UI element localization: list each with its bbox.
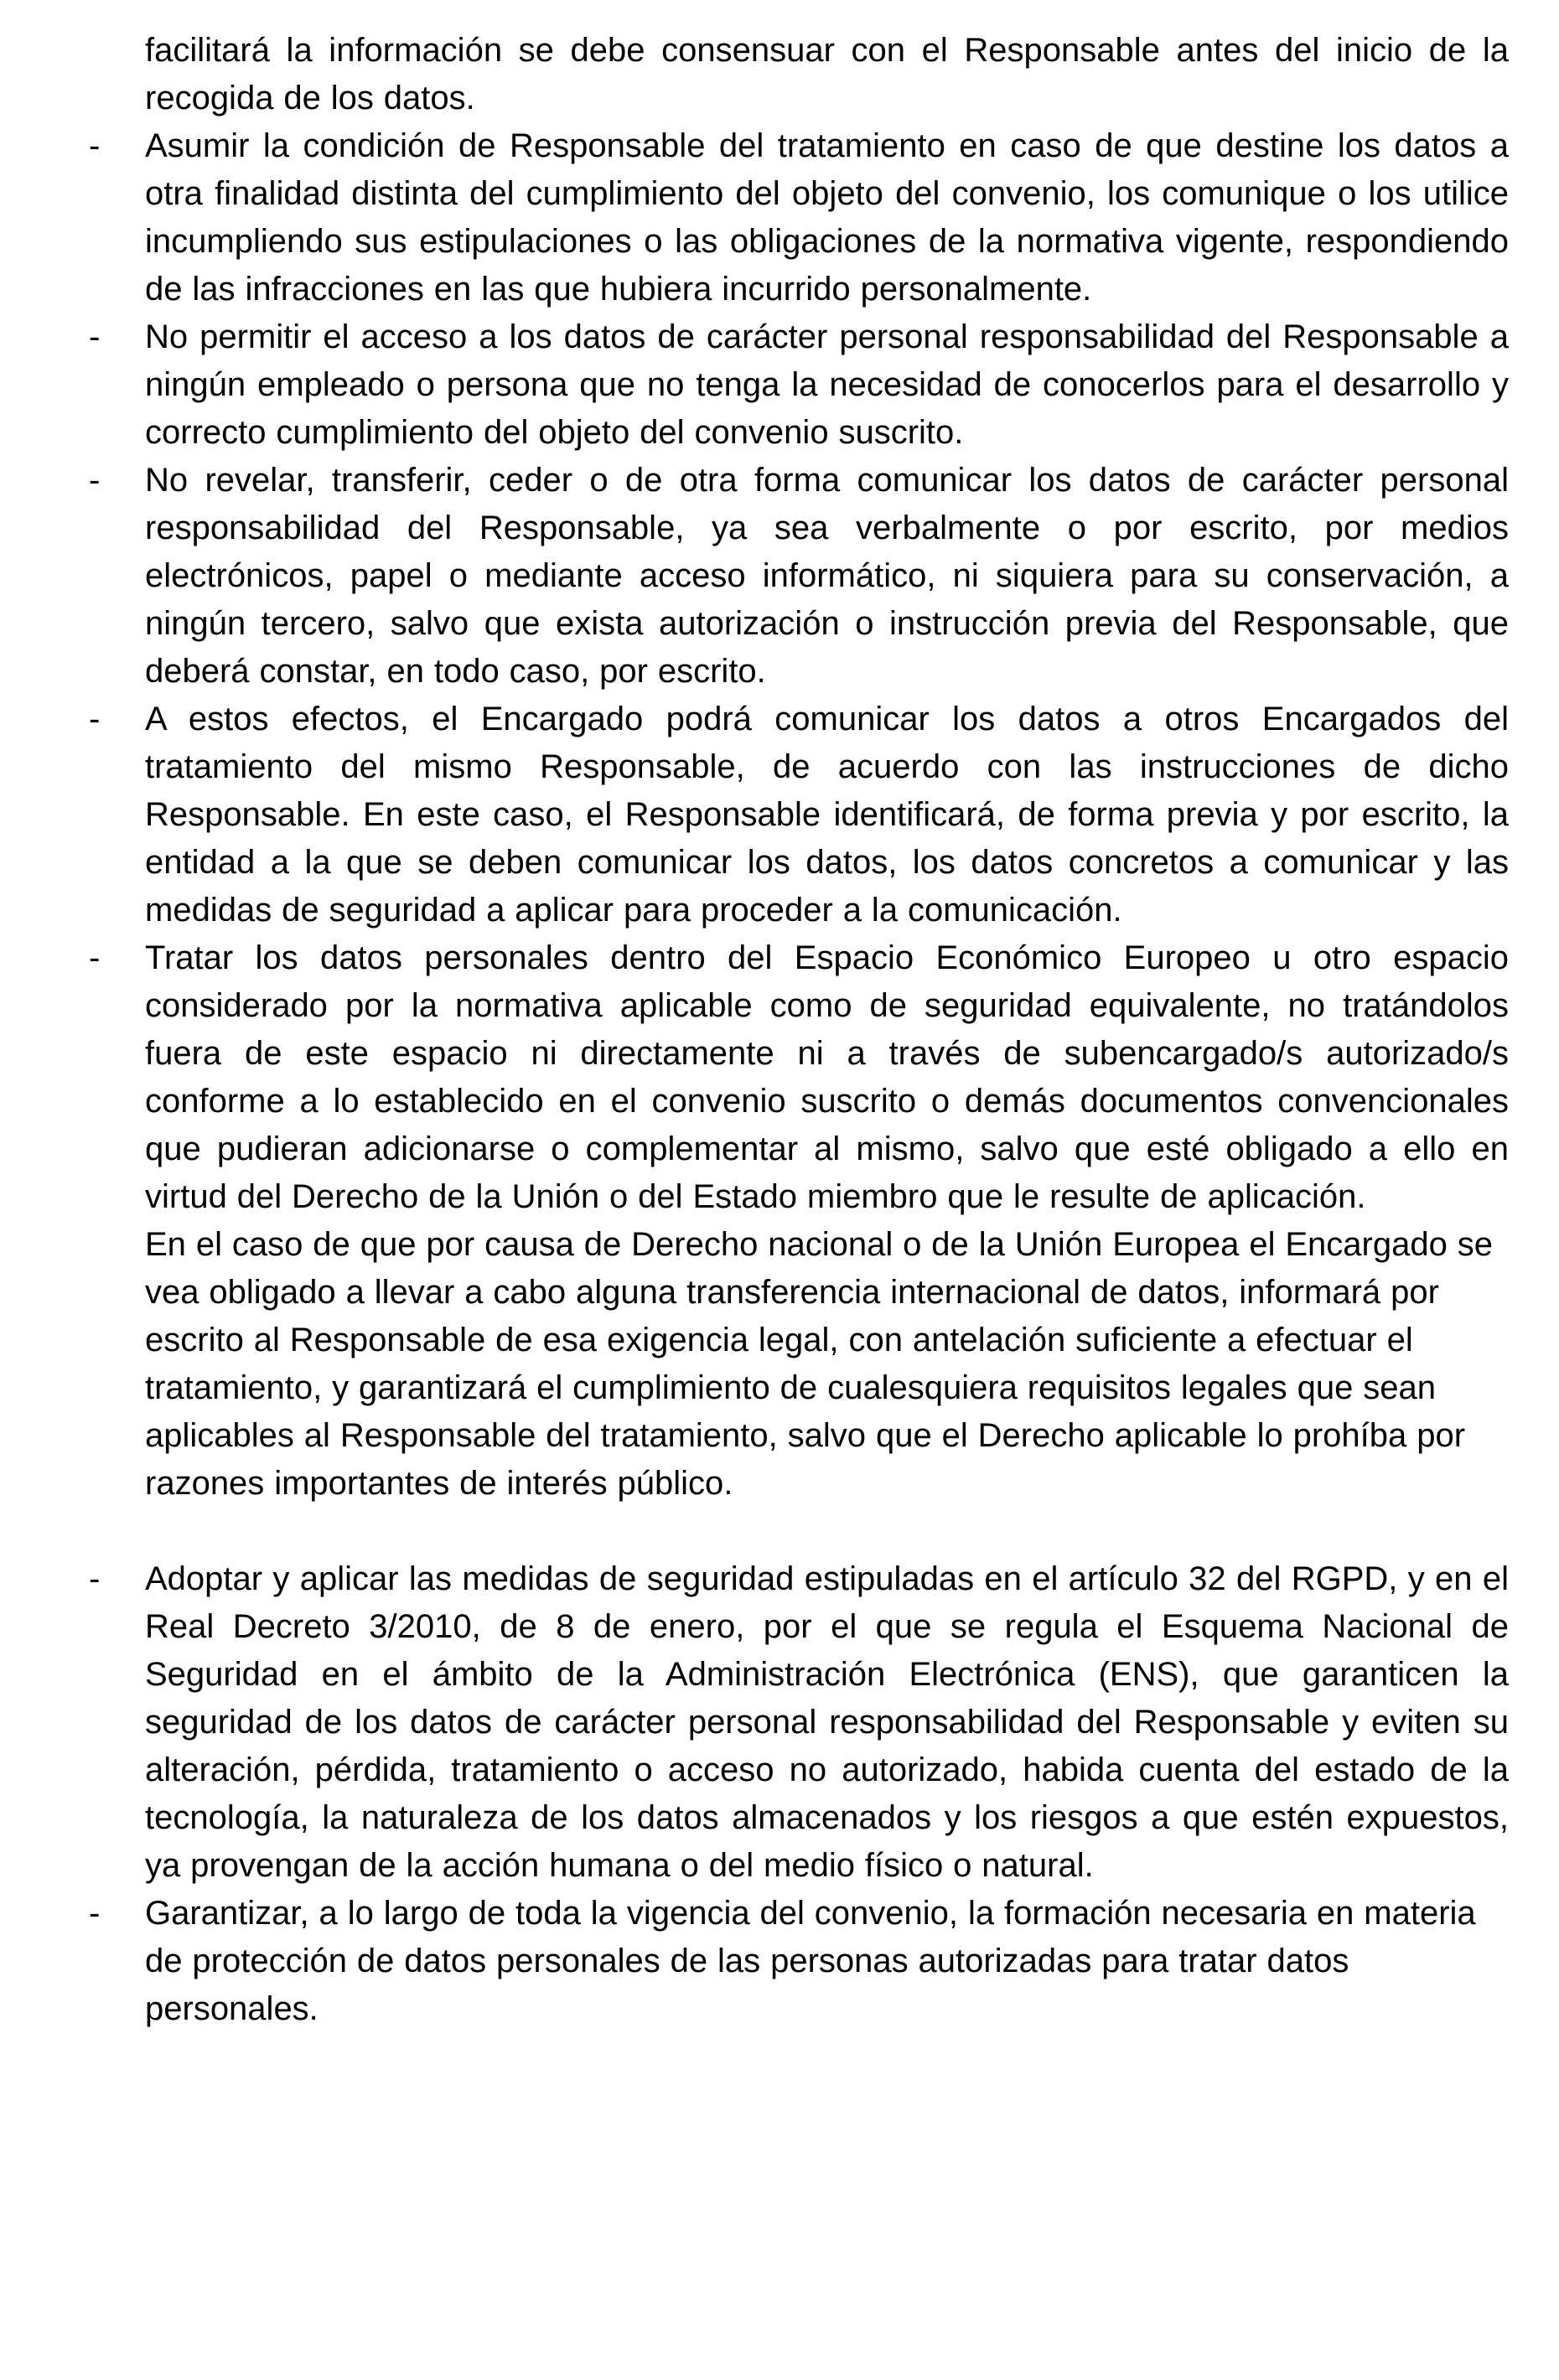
dash-bullet-marker: - <box>89 1895 101 1932</box>
dash-bullet-marker: - <box>89 701 101 737</box>
list-item-body <box>145 313 1509 457</box>
list-item <box>89 313 1509 457</box>
dash-bullet-marker: - <box>89 939 101 976</box>
list-item <box>89 1890 1509 2033</box>
list-item-text: Garantizar, a lo largo de toda la vigencia del convenio, la formación necesaria en materia de protección de datos personales de las personas autorizadas para tratar datos personales. <box>145 1895 1476 2027</box>
list-item-text: Asumir la condición de Responsable del tratamiento en caso de que destine los datos a otra finalidad distinta del cumplimiento del objeto del convenio, los comunique o los utilice incumpliendo sus estipulaciones o las obligaciones de la normativa vigente, respondiendo de las infracciones en las que hubiera incurrido personalmente. <box>145 127 1509 308</box>
list-item-body <box>145 457 1509 696</box>
list-item-text: No revelar, transferir, ceder o de otra forma comunicar los datos de carácter personal responsabilidad del Responsable, ya sea verbalmente o por escrito, por medios electrónicos, papel o mediante acceso informático, ni siquiera para su conservación, a ningún tercero, salvo que exista autorización o instrucción previa del Responsable, que deberá constar, en todo caso, por escrito. <box>145 462 1509 690</box>
dash-bullet-marker: - <box>89 1560 101 1597</box>
dash-bullet-marker: - <box>89 462 101 499</box>
list-item-body <box>145 696 1509 934</box>
list-item-text: Adoptar y aplicar las medidas de seguridad estipuladas en el artículo 32 del RGPD, y en el Real Decreto 3/2010, de 8 de enero, por el que se regula el Esquema Nacional de Seguridad en el ámbito de la Administración Electrónica (ENS), que garanticen la seguridad de los datos de carácter personal responsabilidad del Responsable y eviten su alteración, pérdida, tratamiento o acceso no autorizado, habida cuenta del estado de la tecnología, la naturaleza de los datos almacenados y los riesgos a que estén expuestos, ya provengan de la acción humana o del medio físico o natural. <box>145 1560 1509 1884</box>
intro-continuation-paragraph: facilitará la información se debe consensuar con el Responsable antes del inicio de la recogida de los datos. <box>145 32 1509 116</box>
list-item <box>89 1555 1509 1890</box>
list-item-body <box>145 122 1509 313</box>
list-item-continuation-text: En el caso de que por causa de Derecho nacional o de la Unión Europea el Encargado se vea obligado a llevar a cabo alguna transferencia internacional de datos, informará por escrito al Responsable de esa exigencia legal, con antelación suficiente a efectuar el tratamiento, y garantizará el cumplimiento de cualesquiera requisitos legales que sean aplicables al Responsable del tratamiento, salvo que el Derecho aplicable lo prohíba por razones importantes de interés público. <box>145 1226 1494 1502</box>
list-item-text: No permitir el acceso a los datos de carácter personal responsabilidad del Responsable a ningún empleado o persona que no tenga la necesidad de conocerlos para el desarrollo y correcto cumplimiento del objeto del convenio suscrito. <box>145 318 1509 451</box>
dash-bullet-marker: - <box>89 318 101 355</box>
list-item <box>89 934 1509 1508</box>
list-item-text: Tratar los datos personales dentro del Espacio Económico Europeo u otro espacio considerado por la normativa aplicable como de seguridad equivalente, no tratándolos fuera de este espacio ni directamente ni a través de subencargado/s autorizado/s conforme a lo establecido en el convenio suscrito o demás documentos convencionales que pudieran adicionarse o complementar al mismo, salvo que esté obligado a ello en virtud del Derecho de la Unión o del Estado miembro que le resulte de aplicación. <box>145 939 1509 1215</box>
list-item <box>89 457 1509 696</box>
dash-bullet-marker: - <box>89 127 101 164</box>
list-item <box>89 122 1509 313</box>
list-item-body <box>145 1555 1509 1890</box>
list-item-text: A estos efectos, el Encargado podrá comunicar los datos a otros Encargados del tratamiento del mismo Responsable, de acuerdo con las instrucciones de dicho Responsable. En este caso, el Responsable identificará, de forma previa y por escrito, la entidad a la que se deben comunicar los datos, los datos concretos a comunicar y las medidas de seguridad a aplicar para proceder a la comunicación. <box>145 701 1509 929</box>
list-item-body <box>145 934 1509 1508</box>
list-item <box>89 696 1509 934</box>
list-item-body <box>145 1890 1509 2033</box>
